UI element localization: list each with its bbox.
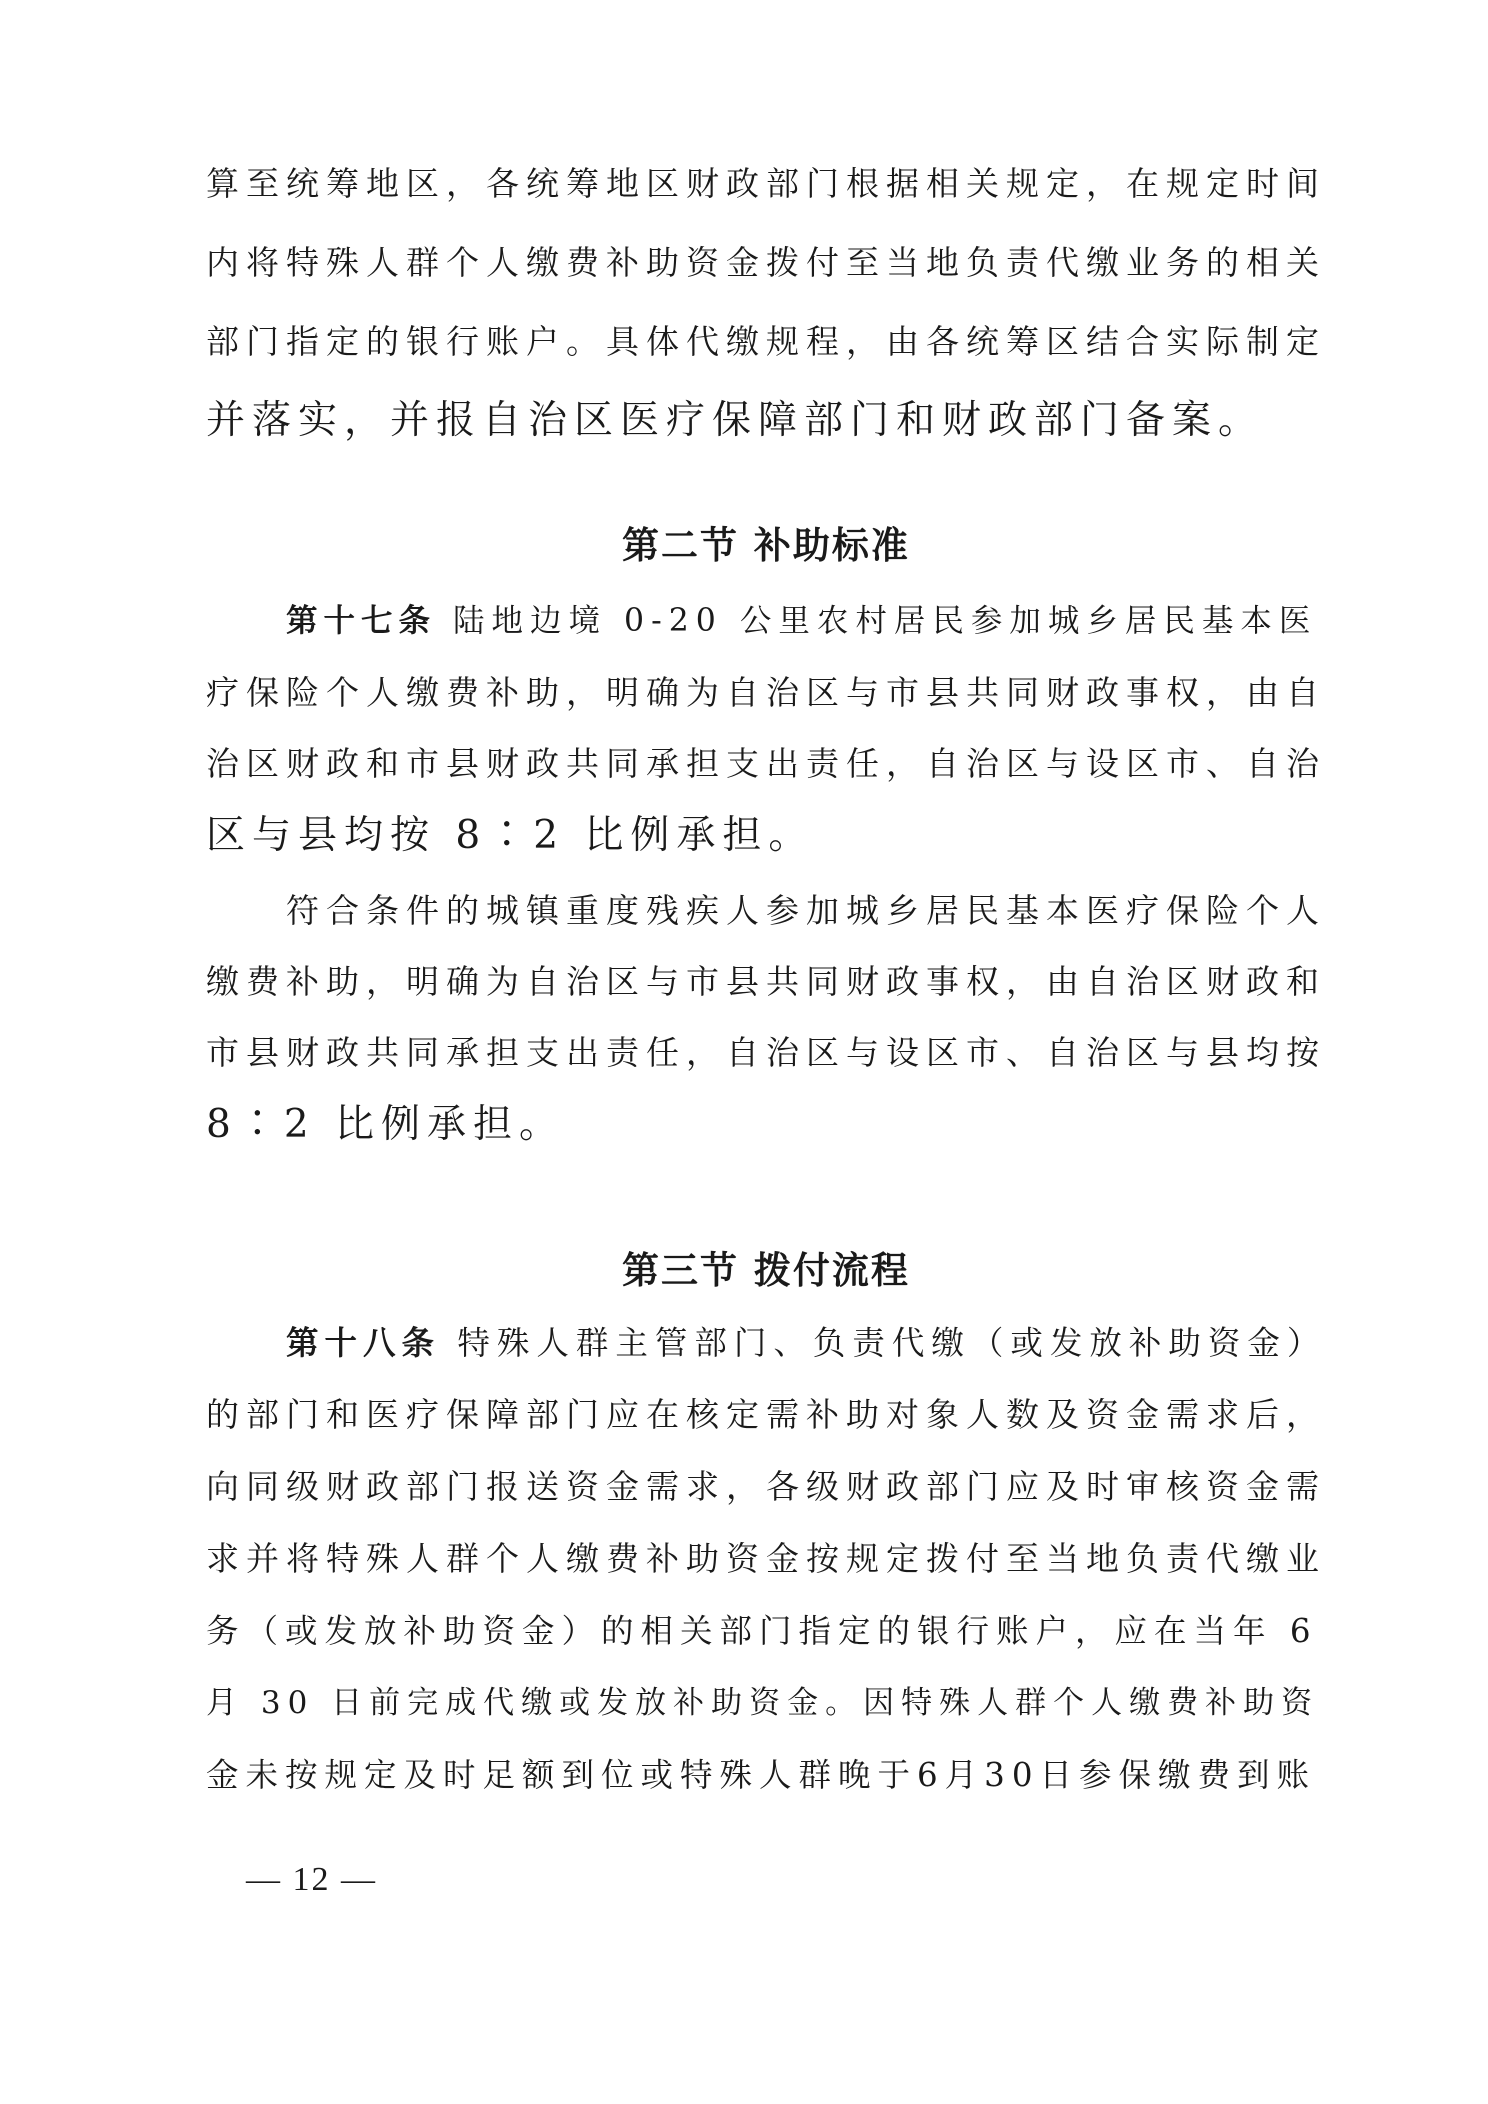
text-line: 金未按规定及时足额到位或特殊人群晚于6月30日参保缴费到账 [206,1756,1317,1794]
text-line: 月 30 日前完成代缴或发放补助资金。因特殊人群个人缴费补助资 [206,1685,1320,1721]
paragraph-first-line: 符合条件的城镇重度残疾人参加城乡居民基本医疗保险个人 [286,891,1326,930]
text-line: 治区财政和市县财政共同承担支出责任，自治区与设区市、自治 [206,744,1326,783]
section-heading: 第三节 拨付流程 [622,1249,910,1292]
page-number: — 12 — [246,1861,377,1898]
text-line: 8∶2 比例承担。 [206,1102,566,1147]
article-label: 第十七条 [286,603,437,639]
text-line: 的部门和医疗保障部门应在核定需补助对象人数及资金需求后， [206,1395,1326,1434]
article-text: 特殊人群主管部门、负责代缴（或发放补助资金） [440,1324,1326,1362]
text-line: 疗保险个人缴费补助，明确为自治区与市县共同财政事权，由自 [206,673,1326,712]
text-line: 区与县均按 8∶2 比例承担。 [206,813,815,858]
article-label: 第十八条 [286,1324,441,1362]
text-line: 内将特殊人群个人缴费补助资金拨付至当地负责代缴业务的相关 [206,243,1326,282]
article-first-line [286,1307,1326,1379]
text-line: 缴费补助，明确为自治区与市县共同财政事权，由自治区财政和 [206,962,1326,1001]
section-heading: 第二节 补助标准 [622,524,910,567]
article-text: 陆地边境 0-20 公里农村居民参加城乡居民基本医 [436,603,1318,639]
text-line: 并落实，并报自治区医疗保障部门和财政部门备案。 [206,398,1265,443]
text-line: 务（或发放补助资金）的相关部门指定的银行账户，应在当年 6 [206,1612,1318,1650]
text-line: 市县财政共同承担支出责任，自治区与设区市、自治区与县均按 [206,1033,1326,1072]
text-line: 部门指定的银行账户。具体代缴规程，由各统筹区结合实际制定 [206,322,1326,361]
text-line: 算至统筹地区，各统筹地区财政部门根据相关规定，在规定时间 [206,164,1326,203]
text-line: 向同级财政部门报送资金需求，各级财政部门应及时审核资金需 [206,1467,1326,1506]
article-first-line [286,585,1326,657]
text-line: 求并将特殊人群个人缴费补助资金按规定拨付至当地负责代缴业 [206,1539,1326,1578]
